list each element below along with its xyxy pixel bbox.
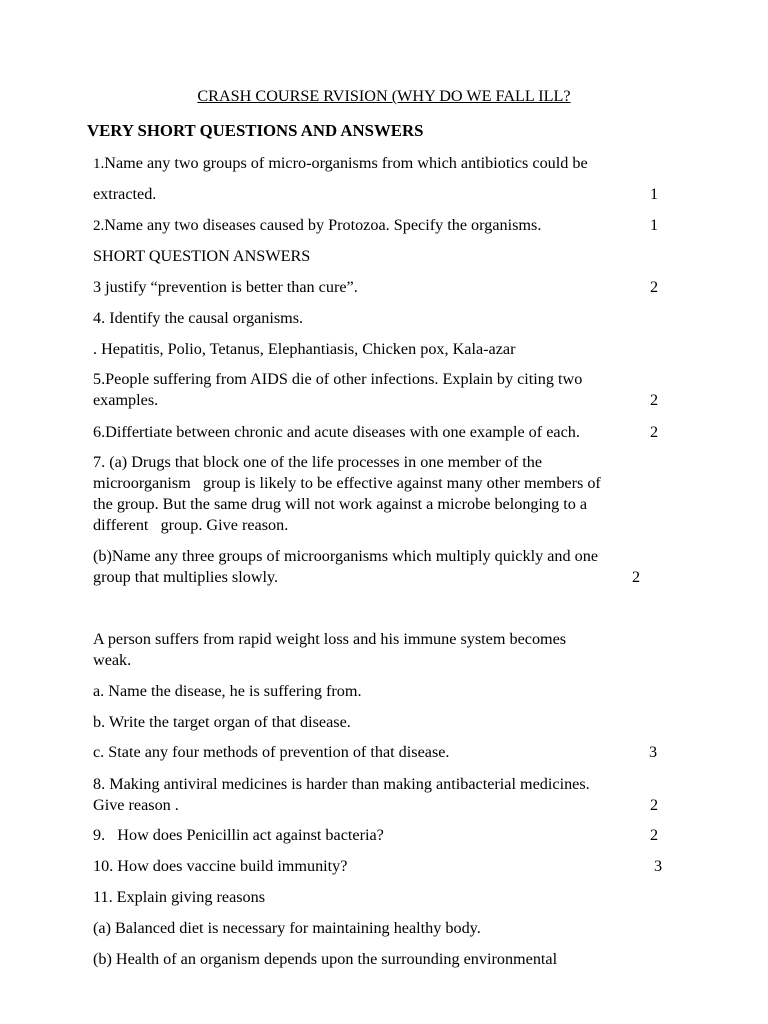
question-1-text-line1: Name any two groups of micro-organisms from which antibiotics could be: [104, 154, 588, 172]
question-7a-text-line3: the group. But the same drug will not work against a microbe belonging to a: [93, 495, 588, 513]
question-5-marks: 2: [650, 391, 659, 409]
case-question-text-line2: weak.: [93, 651, 132, 669]
question-10-marks: 3: [654, 857, 663, 875]
question-7b-text-line1: (b)Name any three groups of microorganisms which multiply quickly and one: [93, 547, 598, 565]
question-9-text: 9. How does Penicillin act against bacteria?: [93, 826, 384, 844]
question-9-marks: 2: [650, 826, 659, 844]
question-8-marks: 2: [650, 796, 659, 814]
question-10-text: 10. How does vaccine build immunity?: [93, 857, 348, 875]
question-11-text: 11. Explain giving reasons: [93, 888, 266, 906]
case-question-marks: 3: [649, 743, 658, 761]
question-4-list: . Hepatitis, Polio, Tetanus, Elephantiasis, Chicken pox, Kala-azar: [93, 340, 516, 358]
question-2: [93, 215, 541, 237]
question-5-text-line1: 5.People suffering from AIDS die of other infections. Explain by citing two: [93, 370, 583, 388]
question-8-text-line1: 8. Making antiviral medicines is harder than making antibacterial medicines.: [93, 775, 590, 793]
question-7a-text-line1: 7. (a) Drugs that block one of the life processes in one member of the: [93, 453, 543, 471]
question-1-text-line2: extracted.: [93, 185, 157, 203]
question-3-marks: 2: [650, 278, 659, 296]
section-heading-short: SHORT QUESTION ANSWERS: [93, 247, 311, 265]
question-7a-text-line2: microorganism group is likely to be effective against many other members of: [93, 474, 601, 492]
question-11-part-b: (b) Health of an organism depends upon the surrounding environmental: [93, 950, 558, 968]
question-7b-marks: 2: [632, 568, 641, 586]
case-question-text-line1: A person suffers from rapid weight loss and his immune system becomes: [93, 630, 567, 648]
question-11-part-a: (a) Balanced diet is necessary for maintaining healthy body.: [93, 919, 481, 937]
question-2-number: 2.: [93, 218, 105, 234]
question-2-marks: 1: [650, 216, 659, 234]
case-question-part-a: a. Name the disease, he is suffering from.: [93, 682, 362, 700]
section-heading-very-short: VERY SHORT QUESTIONS AND ANSWERS: [87, 121, 424, 140]
question-7b-text-line2: group that multiplies slowly.: [93, 568, 279, 586]
question-7a-text-line4: different group. Give reason.: [93, 516, 289, 534]
case-question-part-c: c. State any four methods of prevention of that disease.: [93, 743, 450, 761]
question-5-text-line2: examples.: [93, 391, 159, 409]
question-3-text: 3 justify “prevention is better than cure”.: [93, 278, 358, 296]
question-1: [93, 153, 588, 175]
question-8-text-line2: Give reason .: [93, 796, 179, 814]
question-1-number: 1.: [93, 156, 105, 172]
case-question-part-b: b. Write the target organ of that disease.: [93, 713, 351, 731]
question-4-text: 4. Identify the causal organisms.: [93, 309, 304, 327]
question-1-marks: 1: [650, 185, 659, 203]
question-6-text: 6.Differtiate between chronic and acute diseases with one example of each.: [93, 423, 580, 441]
question-6-marks: 2: [650, 423, 659, 441]
question-2-text: Name any two diseases caused by Protozoa. Specify the organisms.: [104, 216, 542, 234]
document-title: CRASH COURSE RVISION (WHY DO WE FALL ILL?: [197, 87, 571, 105]
